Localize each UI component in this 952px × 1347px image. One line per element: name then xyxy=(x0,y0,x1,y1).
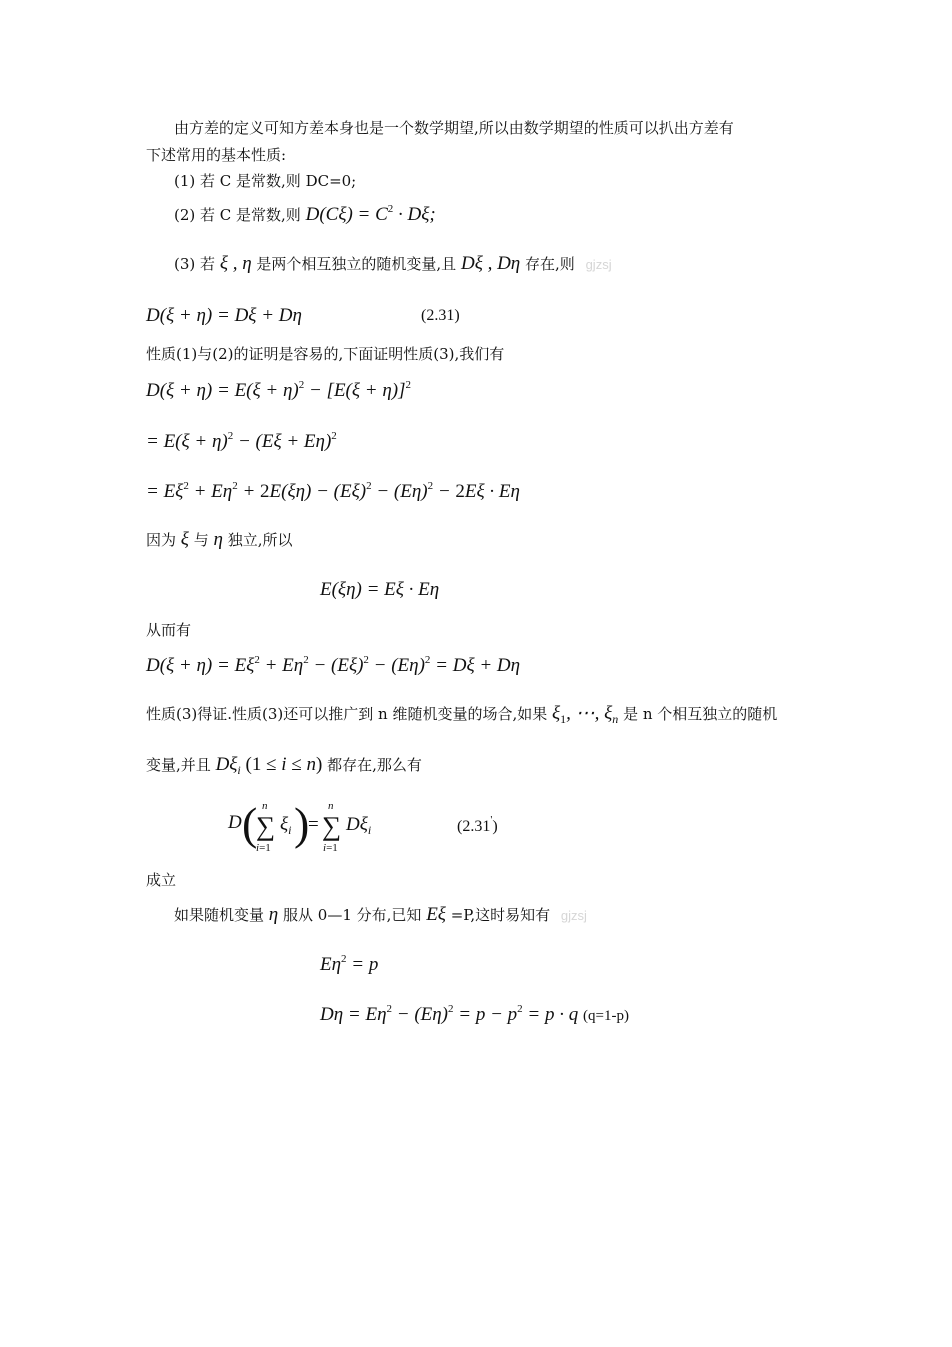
property-2 xyxy=(174,205,436,225)
bernoulli-text-a: 如果随机变量 xyxy=(174,906,265,924)
eta-symbol: η xyxy=(213,529,223,550)
eq-number-close: ) xyxy=(492,818,498,835)
e-xi-symbol: Eξ xyxy=(426,904,446,925)
bernoulli-line xyxy=(174,905,587,926)
bernoulli-text-b: 服从 0—1 分布,已知 xyxy=(283,906,422,924)
intro-line-2: 下述常用的基本性质: xyxy=(146,146,287,164)
bernoulli-text-c: =P,这时易知有 xyxy=(450,906,551,924)
extension-line xyxy=(146,704,777,724)
independent-text: 独立,所以 xyxy=(227,531,293,549)
proof-line-1: $D(\xi + \eta) = E(\xi + \eta)^2 - [E(\xi + \eta)]^2$ xyxy=(146,379,411,401)
eq-number-prime: ' xyxy=(490,814,493,826)
property-3-vars: ξ , η xyxy=(219,253,252,274)
proof-line-2: = $E(\xi + \eta)^2 - (E\xi + E\eta)^2$ xyxy=(146,430,337,452)
watermark-text-2: gjzsj xyxy=(560,908,587,923)
result-equation: $D(\xi + \eta) = E\xi^2 + E\eta^2 - (E\xi)^2 - (E\eta)^2 = D\xi + D\eta$ xyxy=(146,654,521,676)
variables-line xyxy=(146,755,422,775)
property-3-mid: 是两个相互独立的随机变量,且 xyxy=(256,255,457,273)
intro-line-1: 由方差的定义可知方差本身也是一个数学期望,所以由数学期望的性质可以扒出方差有 xyxy=(174,119,734,137)
independence-line xyxy=(146,530,293,550)
and-text: 与 xyxy=(193,531,209,549)
independence-equation: E(ξη) = Eξ · Eη xyxy=(320,579,440,600)
e-eta-squared-equation: $E\eta^2 = p$ xyxy=(320,953,379,975)
proof-intro: 性质(1)与(2)的证明是容易的,下面证明性质(3),我们有 xyxy=(146,345,505,363)
because-text: 因为 xyxy=(146,531,177,549)
variance-bernoulli-equation: $D\eta = E\eta^2 - (E\eta)^2 = p - p^2 = p \cdot q$ (q=1-p) xyxy=(320,1003,629,1025)
d-xi-i-condition: $D\xi_i$ (1 ≤ i ≤ n) xyxy=(215,754,323,777)
property-3-suffix: 存在,则 xyxy=(525,255,575,273)
variables-text-b: 都存在,那么有 xyxy=(327,756,422,774)
property-3-prefix: (3) 若 xyxy=(174,255,216,273)
extension-text-b: 是 n 个相互独立的随机 xyxy=(623,705,778,723)
proof-line-3: = $E\xi^2 + E\eta^2 + 2E(\xi\eta) - (E\xi)^2 - (E\eta)^2 - 2E\xi \cdot E\eta$ xyxy=(146,480,520,502)
variables-text-a: 变量,并且 xyxy=(146,756,211,774)
xi-symbol: ξ xyxy=(180,529,189,550)
holds-text: 成立 xyxy=(146,871,177,889)
q-note: (q=1-p) xyxy=(583,1008,629,1024)
eta-variable: η xyxy=(268,904,279,925)
equation-number-2-31-prime xyxy=(457,814,498,836)
thus-text: 从而有 xyxy=(146,621,192,639)
extension-text-a: 性质(3)得证.性质(3)还可以推广到 n 维随机变量的场合,如果 xyxy=(146,705,548,723)
equation-number-2-31: (2.31) xyxy=(421,307,460,324)
property-2-formula: $D(C\xi) = C^2 \cdot D\xi$; xyxy=(305,203,436,225)
property-1: (1) 若 C 是常数,则 DC=0; xyxy=(174,172,357,190)
property-3 xyxy=(174,254,612,275)
xi-sequence: $\xi_1$, ⋯, $\xi_n$ xyxy=(552,703,619,726)
eq-number-base: (2.31 xyxy=(457,818,491,835)
property-2-text: (2) 若 C 是常数,则 xyxy=(174,206,301,224)
equation-2-31: D(ξ + η) = Dξ + Dη xyxy=(146,305,302,326)
document-page: 由方差的定义可知方差本身也是一个数学期望,所以由数学期望的性质可以扒出方差有 下述常用的基本性质: (1) 若 C 是常数,则 DC=0; (2) 若 C 是常数,则 $D(C\xi) = C^2 \cdot D\xi$; (3) 若 ξ , η 是两个相互独立的随机变量,且 Dξ , Dη 存在,则 gjzsj D(ξ + η) = Dξ + Dη (2.31) 性质(1)与(2)的证明是容易的,下面证明性质(3),我们有 $D(\xi + \eta) = E(\xi + \eta)^2 - [E(\xi + \eta)]^2$ = $E(\xi + \eta)^2 - (E\xi + E\eta)^2$ = $E\xi^2 + E\eta^2 + 2E(\xi\eta) - (E\xi)^2 - (E\eta)^2 - 2E\xi \cdot E\eta$ 因为 ξ 与 η 独立,所以 E(ξη) = Eξ · Eη 从而有 $D(\xi + \eta) = E\xi^2 + E\eta^2 - (E\xi)^2 - (E\eta)^2 = D\xi + D\eta$ 性质(3)得证.性质(3)还可以推广到 n 维随机变量的场合,如果 $\xi_1$, ⋯, $\xi_n$ 是 n 个相互独立的随机 变量,并且 $D\xi_i$ (1 ≤ i ≤ n) 都存在,那么有 D ( n ∑ i=1 $\xi_i$ ) = n ∑ i=1 $D\xi_i$ (2.31') 成立 如果随机变量 η 服从 0—1 分布,已知 Eξ =P,这时易知有 gjzsj $E\eta^2 = p$ $D\eta = E\eta^2 - (E\eta)^2 = p - p^2 = p \cdot q$ (q=1-p) xyxy=(0,0,952,1347)
watermark-text: gjzsj xyxy=(585,257,612,272)
property-3-dvars: Dξ , Dη xyxy=(460,253,521,274)
